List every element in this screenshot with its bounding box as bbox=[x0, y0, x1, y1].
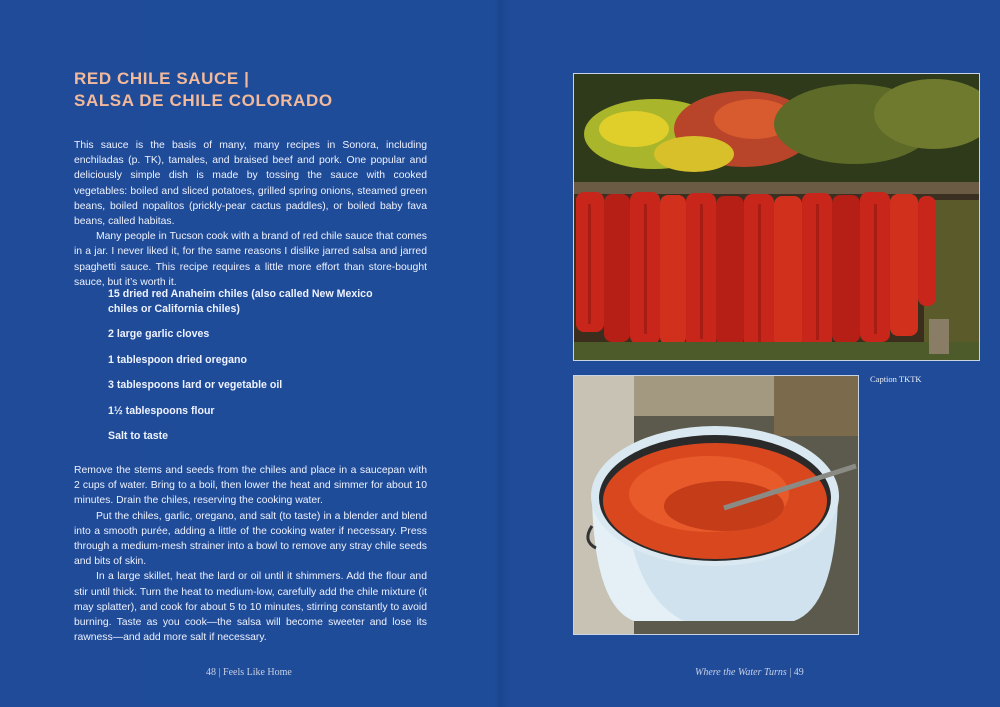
ingredient-item: 15 dried red Anaheim chiles (also called New Mexico chiles or California chiles) bbox=[108, 288, 373, 315]
method-paragraph: In a large skillet, heat the lard or oil until it shimmers. Add the flour and stir until thick. Turn the heat to medium-low, carefully add the chile mixture (it may splatter), and cook for about 5 to 10 minutes, stirring constantly to avoid burning. Taste as you cook—the salsa will become sweeter and lose its rawness—and add more salt if necessary. bbox=[74, 571, 427, 644]
recipe-title-spanish: SALSA DE CHILE COLORADO bbox=[74, 91, 333, 110]
method-paragraph: Put the chiles, garlic, oregano, and salt (to taste) in a blender and blend into a smooth purée, adding a little of the cooking water if necessary. Press through a medium-mesh strainer into a bowl to remove any stray chile seeds and bits of skin. bbox=[74, 510, 427, 568]
ingredient-item: 1½ tablespoons flour bbox=[108, 404, 215, 417]
ingredient-item: Salt to taste bbox=[108, 430, 169, 442]
folio-page-number: | 49 bbox=[786, 667, 804, 678]
ristras-image bbox=[574, 74, 979, 360]
left-page-folio: 48 | Feels Like Home bbox=[206, 667, 292, 678]
folio-book-title: Where the Water Turns bbox=[695, 667, 787, 678]
recipe-title bbox=[74, 68, 454, 112]
recipe-title-english: RED CHILE SAUCE | bbox=[74, 69, 250, 88]
intro-paragraph: Many people in Tucson cook with a brand of red chile sauce that comes in a jar. I never liked it, for the same reasons I dislike jarred salsa and jarred spaghetti sauce. This recipe requires a little more effort than store-bought sauce, but it’s worth it. bbox=[74, 231, 427, 288]
ristras-photo bbox=[573, 73, 980, 361]
chile-powder-photo bbox=[573, 375, 859, 635]
ingredient-item: 3 tablespoons lard or vegetable oil bbox=[108, 379, 283, 391]
chile-powder-image bbox=[574, 376, 858, 634]
photo-caption: Caption TKTK bbox=[870, 374, 922, 384]
intro-text bbox=[74, 138, 427, 290]
ingredient-item: 1 tablespoon dried oregano bbox=[108, 353, 247, 366]
ingredient-list bbox=[108, 287, 408, 455]
right-page-folio bbox=[695, 667, 804, 678]
method-text bbox=[74, 463, 427, 645]
intro-paragraph: This sauce is the basis of many, many recipes in Sonora, including enchiladas (p. TK), tamales, and braised beef and pork. One popular and deliciously simple dish is made by tossing the sauce with cooked vegetables: boiled and sliced potatoes, grilled spring onions, steamed green beans, boiled nopalitos (prickly-pear cactus paddles), or boiled baby fava beans, called habitas. bbox=[74, 140, 427, 228]
method-paragraph: Remove the stems and seeds from the chiles and place in a saucepan with 2 cups of water. Bring to a boil, then lower the heat and simmer for about 10 minutes. Drain the chiles, reserving the cooking water. bbox=[74, 465, 427, 507]
ingredient-item: 2 large garlic cloves bbox=[108, 328, 210, 340]
